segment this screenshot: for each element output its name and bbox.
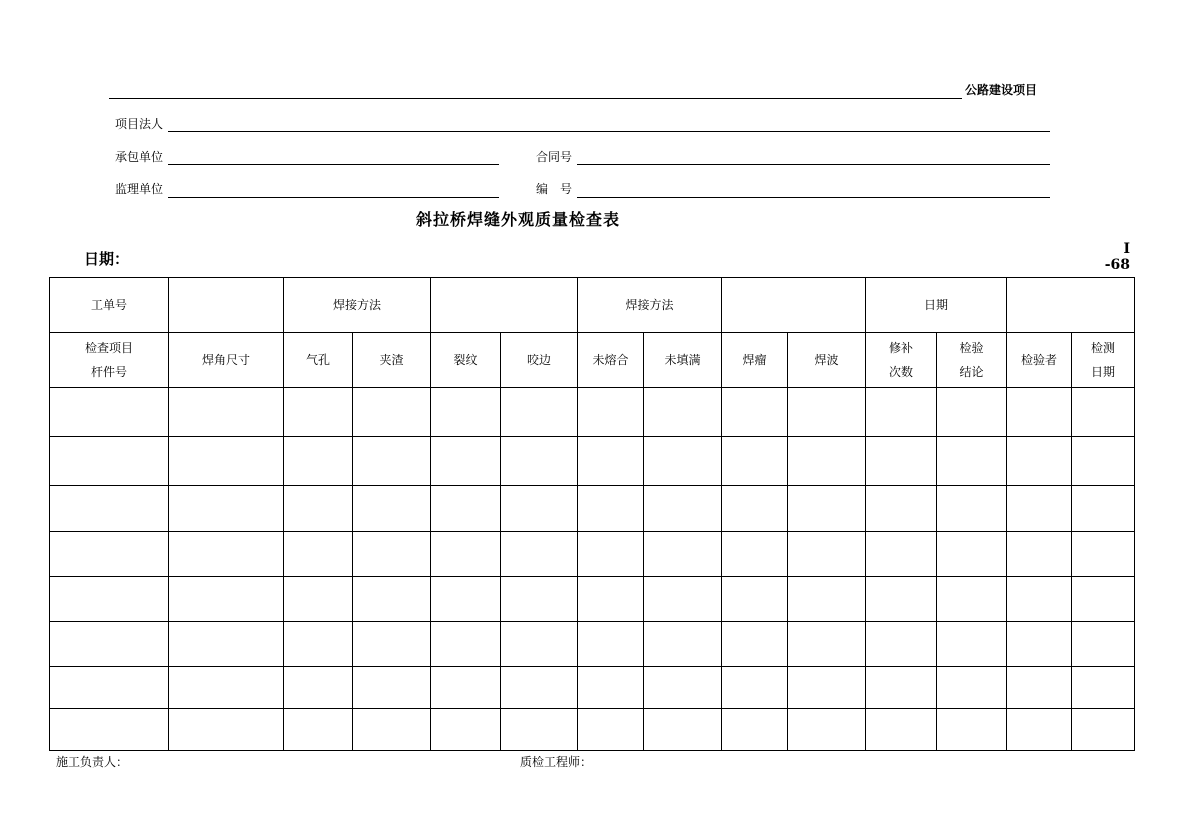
table-header-row-1 [50, 278, 1135, 333]
table-cell[interactable] [1072, 709, 1135, 751]
table-cell[interactable] [866, 622, 937, 667]
table-cell[interactable] [353, 709, 431, 751]
result-header [937, 333, 1007, 388]
inspection-table [49, 277, 1135, 751]
lack-fusion-header: 未熔合 [578, 333, 644, 388]
table-cell[interactable] [578, 577, 644, 622]
table-body [50, 388, 1135, 751]
table-cell[interactable] [284, 437, 353, 486]
table-cell[interactable] [578, 388, 644, 437]
table-cell[interactable] [644, 532, 722, 577]
repair-count-header [866, 333, 937, 388]
table-cell[interactable] [866, 388, 937, 437]
date-header: 日期 [866, 278, 1007, 333]
form-title: 斜拉桥焊缝外观质量检查表 [416, 210, 621, 229]
table-cell[interactable] [501, 486, 578, 532]
table-row [50, 388, 1135, 437]
date-value[interactable] [1007, 278, 1135, 333]
table-cell[interactable] [431, 667, 501, 709]
table-cell[interactable] [866, 667, 937, 709]
table-cell[interactable] [644, 667, 722, 709]
table-cell[interactable] [169, 577, 284, 622]
table-cell[interactable] [353, 486, 431, 532]
test-date-header [1072, 333, 1135, 388]
table-cell[interactable] [501, 577, 578, 622]
table-cell[interactable] [644, 622, 722, 667]
table-cell[interactable] [431, 709, 501, 751]
table-cell[interactable] [431, 486, 501, 532]
weld-method-value-b[interactable] [722, 278, 866, 333]
table-cell[interactable] [578, 437, 644, 486]
slag-header: 夹渣 [353, 333, 431, 388]
table-cell[interactable] [169, 437, 284, 486]
table-header-row-2 [50, 333, 1135, 388]
repair-count-line2: 次数 [889, 365, 914, 379]
test-date-line2: 日期 [1091, 365, 1116, 379]
weld-method-value-a[interactable] [431, 278, 578, 333]
table-cell[interactable] [501, 667, 578, 709]
test-date-line1: 检测 [1091, 341, 1116, 355]
table-cell[interactable] [788, 437, 866, 486]
supervisor-field[interactable] [168, 197, 499, 198]
member-no-label: 杆件号 [90, 365, 127, 379]
table-cell[interactable] [1072, 486, 1135, 532]
table-cell[interactable] [866, 577, 937, 622]
table-cell[interactable] [1072, 622, 1135, 667]
ripple-header: 焊波 [788, 333, 866, 388]
table-cell[interactable] [937, 486, 1007, 532]
table-cell[interactable] [431, 437, 501, 486]
table-cell[interactable] [284, 388, 353, 437]
serial-no-field[interactable] [577, 197, 1050, 198]
table-cell[interactable] [431, 388, 501, 437]
table-cell[interactable] [169, 622, 284, 667]
legal-person-label: 项目法人 [115, 117, 164, 131]
table-cell[interactable] [431, 622, 501, 667]
table-cell[interactable] [1007, 622, 1072, 667]
table-cell[interactable] [722, 577, 788, 622]
table-cell[interactable] [788, 709, 866, 751]
table-cell[interactable] [937, 709, 1007, 751]
table-cell[interactable] [50, 437, 169, 486]
table-cell[interactable] [866, 532, 937, 577]
table-cell[interactable] [353, 532, 431, 577]
table-cell[interactable] [50, 622, 169, 667]
table-cell[interactable] [169, 388, 284, 437]
crack-header: 裂纹 [431, 333, 501, 388]
table-row [50, 437, 1135, 486]
table-cell[interactable] [284, 667, 353, 709]
table-cell[interactable] [578, 532, 644, 577]
table-cell[interactable] [1007, 667, 1072, 709]
table-cell[interactable] [1072, 532, 1135, 577]
table-cell[interactable] [578, 622, 644, 667]
table-cell[interactable] [284, 577, 353, 622]
table-cell[interactable] [431, 577, 501, 622]
unfilled-header: 未填满 [644, 333, 722, 388]
work-order-value[interactable] [169, 278, 284, 333]
table-cell[interactable] [169, 667, 284, 709]
table-cell[interactable] [284, 709, 353, 751]
result-line1: 检验 [959, 341, 984, 355]
table-cell[interactable] [169, 532, 284, 577]
inspection-item-label: 检查项目 [84, 341, 133, 355]
table-cell[interactable] [788, 486, 866, 532]
contract-no-field[interactable] [577, 164, 1050, 165]
table-cell[interactable] [644, 388, 722, 437]
table-cell[interactable] [788, 532, 866, 577]
table-cell[interactable] [284, 622, 353, 667]
table-cell[interactable] [722, 667, 788, 709]
table-cell[interactable] [284, 486, 353, 532]
weld-bead-header: 焊瘤 [722, 333, 788, 388]
table-cell[interactable] [1007, 388, 1072, 437]
form-code-line2: -68 [1104, 257, 1130, 273]
table-row [50, 709, 1135, 751]
table-cell[interactable] [644, 709, 722, 751]
table-cell[interactable] [937, 622, 1007, 667]
contract-no-label: 合同号 [536, 150, 573, 164]
qc-engineer-label: 质检工程师： [520, 755, 593, 769]
result-line2: 结论 [959, 365, 984, 379]
undercut-header: 咬边 [501, 333, 578, 388]
table-cell[interactable] [937, 577, 1007, 622]
table-cell[interactable] [1007, 486, 1072, 532]
table-cell[interactable] [353, 667, 431, 709]
serial-no-label: 编 号 [536, 182, 573, 196]
table-cell[interactable] [353, 622, 431, 667]
table-cell[interactable] [722, 709, 788, 751]
table-cell[interactable] [50, 709, 169, 751]
inspector-header: 检验者 [1007, 333, 1072, 388]
table-cell[interactable] [50, 667, 169, 709]
table-row [50, 532, 1135, 577]
table-cell[interactable] [284, 532, 353, 577]
table-cell[interactable] [722, 388, 788, 437]
table-row [50, 486, 1135, 532]
table-cell[interactable] [353, 437, 431, 486]
table-cell[interactable] [722, 486, 788, 532]
table-cell[interactable] [431, 532, 501, 577]
table-cell[interactable] [937, 532, 1007, 577]
table-cell[interactable] [866, 709, 937, 751]
repair-count-line1: 修补 [889, 341, 914, 355]
table-cell[interactable] [578, 667, 644, 709]
legal-person-field[interactable] [168, 131, 1050, 132]
table-cell[interactable] [866, 437, 937, 486]
table-cell[interactable] [722, 532, 788, 577]
table-cell[interactable] [50, 486, 169, 532]
table-cell[interactable] [501, 622, 578, 667]
table-cell[interactable] [1072, 437, 1135, 486]
table-cell[interactable] [501, 437, 578, 486]
project-line [109, 98, 962, 99]
table-cell[interactable] [353, 388, 431, 437]
date-label: 日期： [84, 250, 130, 268]
construction-lead-label: 施工负责人： [56, 755, 129, 769]
table-cell[interactable] [1007, 577, 1072, 622]
table-cell[interactable] [644, 437, 722, 486]
contractor-field[interactable] [168, 164, 499, 165]
table-cell[interactable] [501, 388, 578, 437]
table-row [50, 622, 1135, 667]
contractor-label: 承包单位 [115, 150, 164, 164]
table-cell[interactable] [866, 486, 937, 532]
table-cell[interactable] [1072, 577, 1135, 622]
table-cell[interactable] [644, 486, 722, 532]
fillet-size-header: 焊角尺寸 [169, 333, 284, 388]
table-cell[interactable] [937, 388, 1007, 437]
table-cell[interactable] [1072, 667, 1135, 709]
weld-method-header-b: 焊接方法 [578, 278, 722, 333]
table-cell[interactable] [501, 532, 578, 577]
form-code [1090, 241, 1130, 273]
table-cell[interactable] [353, 577, 431, 622]
table-cell[interactable] [50, 532, 169, 577]
work-order-header: 工单号 [50, 278, 169, 333]
table-cell[interactable] [50, 388, 169, 437]
table-cell[interactable] [788, 667, 866, 709]
porosity-header: 气孔 [284, 333, 353, 388]
table-cell[interactable] [788, 622, 866, 667]
table-cell[interactable] [788, 388, 866, 437]
table-cell[interactable] [578, 486, 644, 532]
table-cell[interactable] [937, 667, 1007, 709]
table-cell[interactable] [1007, 709, 1072, 751]
table-cell[interactable] [644, 577, 722, 622]
table-cell[interactable] [169, 709, 284, 751]
table-cell[interactable] [937, 437, 1007, 486]
project-title: 公路建设项目 [965, 83, 1038, 97]
table-cell[interactable] [1072, 388, 1135, 437]
supervisor-label: 监理单位 [115, 182, 164, 196]
table-cell[interactable] [722, 622, 788, 667]
table-cell[interactable] [169, 486, 284, 532]
weld-method-header-a: 焊接方法 [284, 278, 431, 333]
table-cell[interactable] [722, 437, 788, 486]
table-cell[interactable] [501, 709, 578, 751]
table-row [50, 667, 1135, 709]
table-cell[interactable] [1007, 532, 1072, 577]
table-row [50, 577, 1135, 622]
form-code-line1: I [1123, 241, 1130, 257]
table-cell[interactable] [578, 709, 644, 751]
inspection-item-header [50, 333, 169, 388]
table-cell[interactable] [788, 577, 866, 622]
table-cell[interactable] [1007, 437, 1072, 486]
table-cell[interactable] [50, 577, 169, 622]
